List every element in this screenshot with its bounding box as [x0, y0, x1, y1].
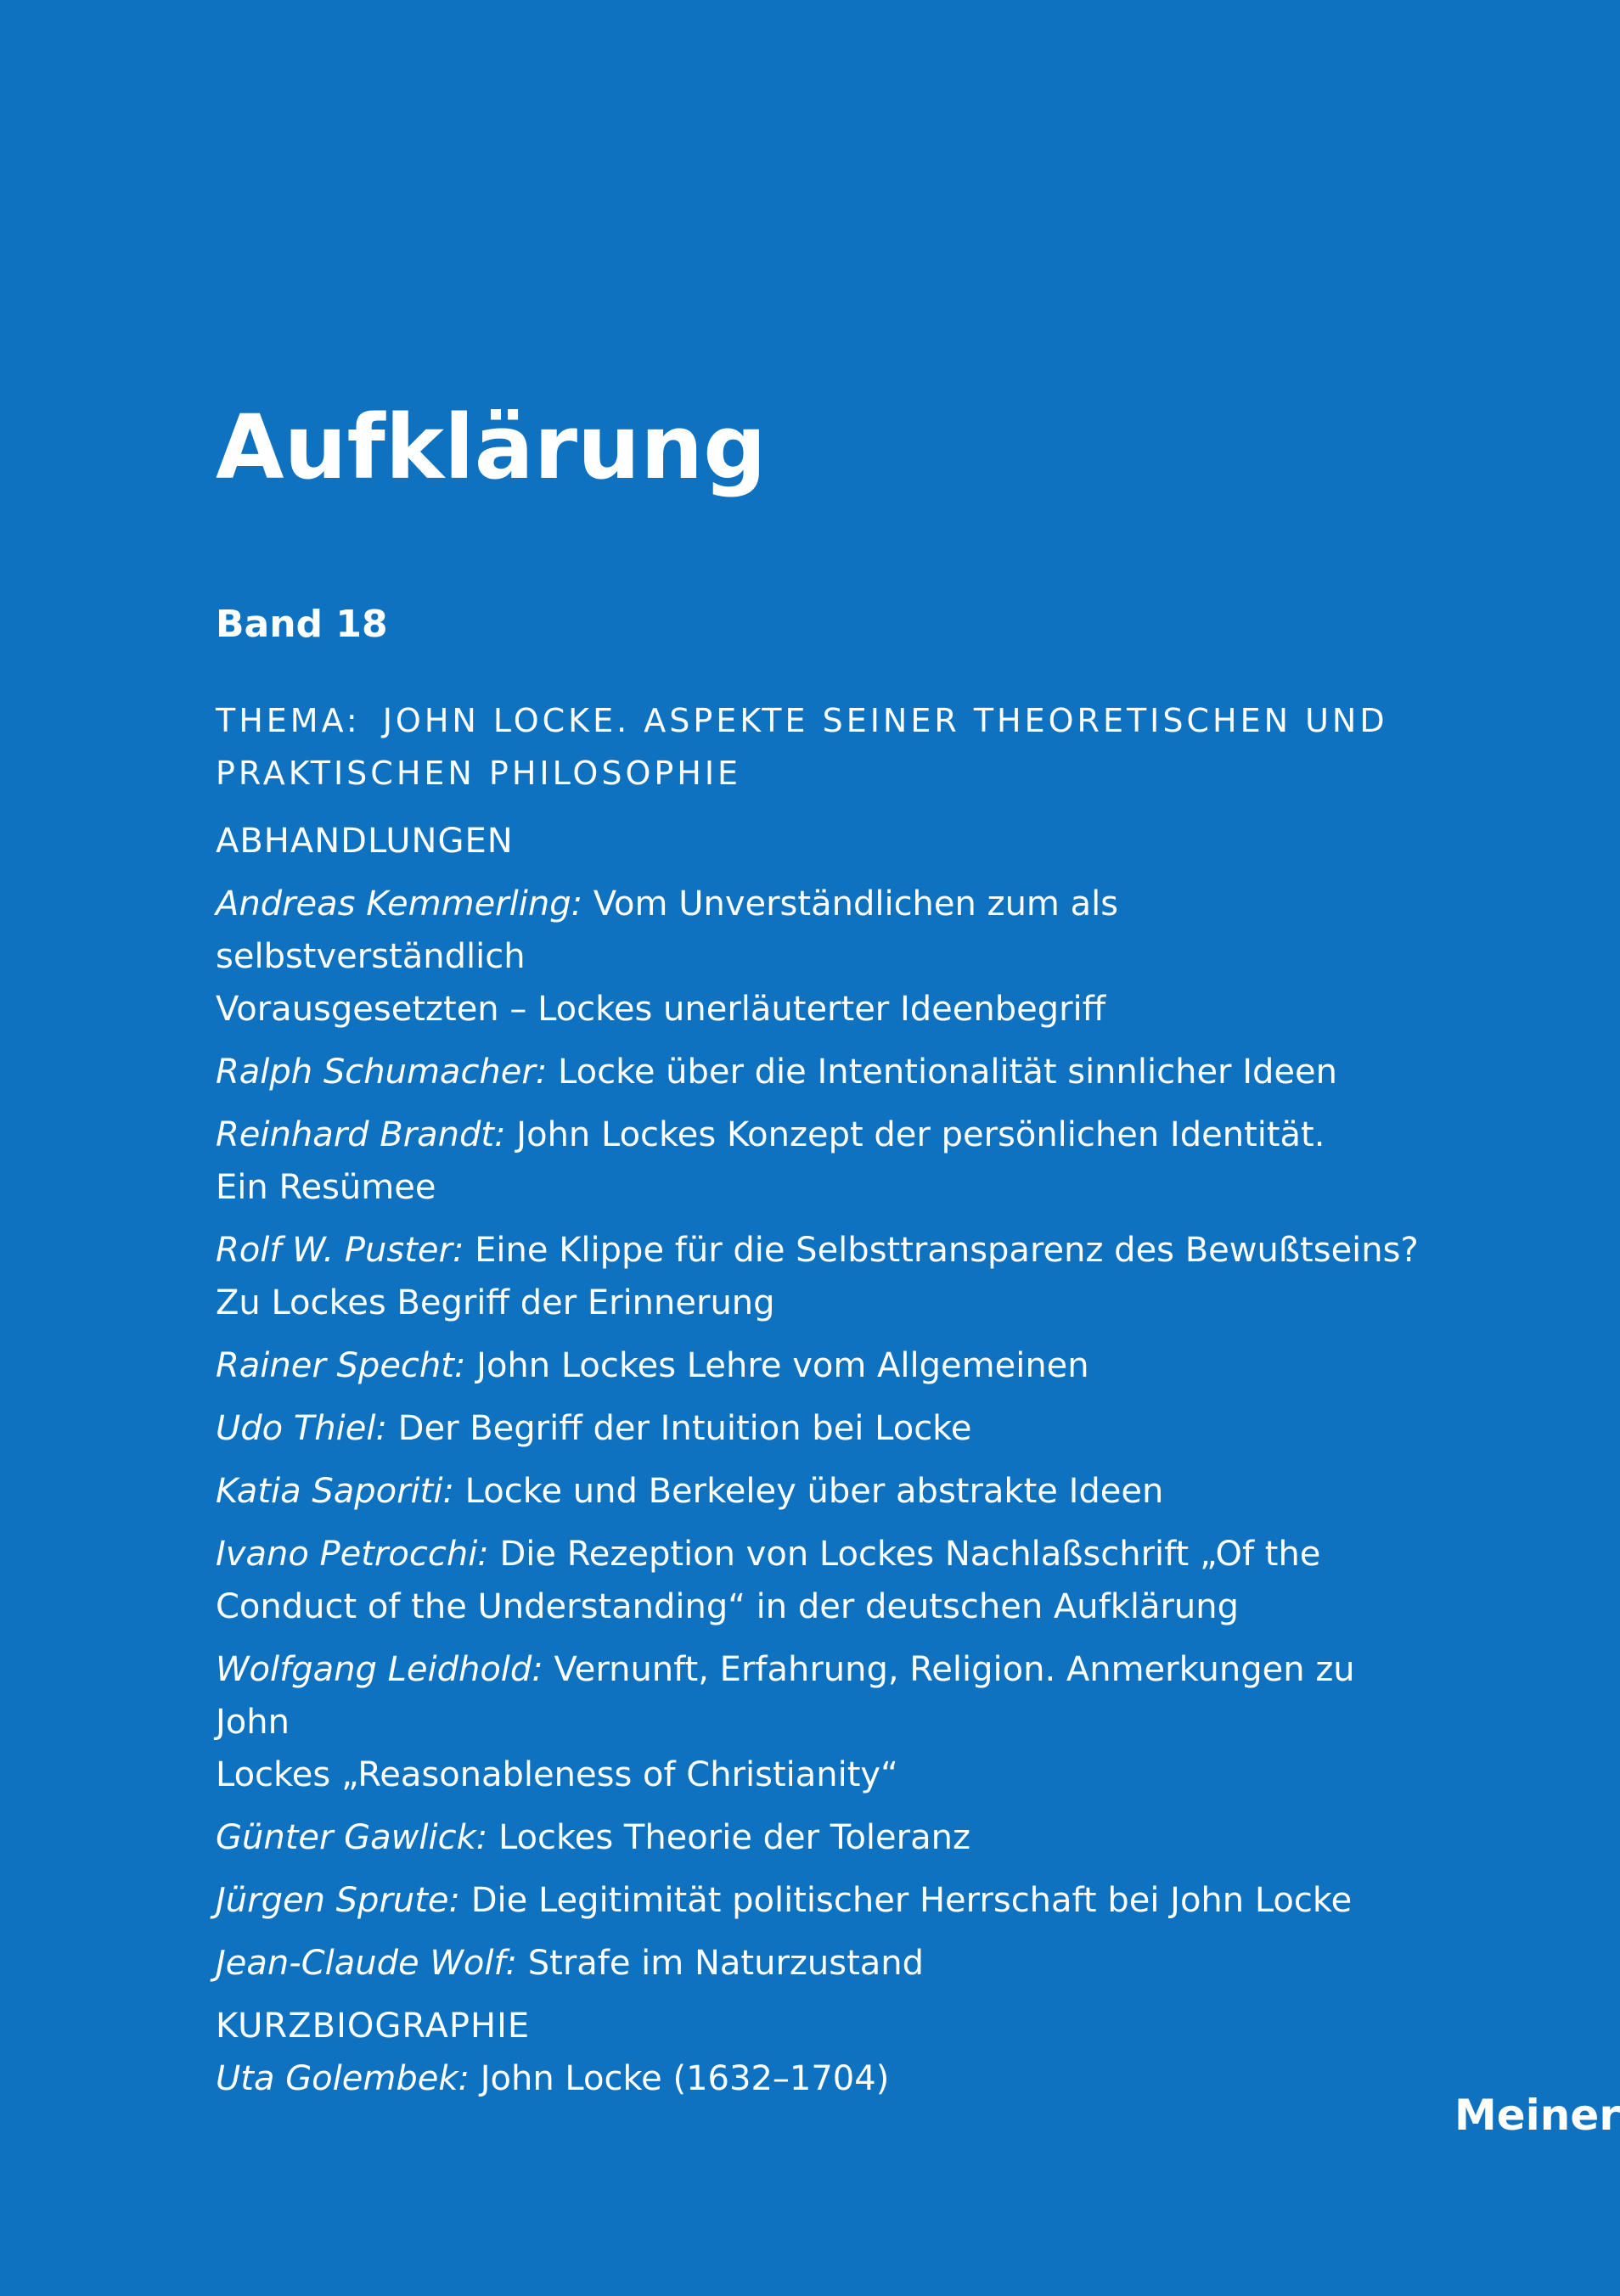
- toc-author: Andreas Kemmerling:: [216, 884, 583, 923]
- toc-title: John Lockes Konzept der persönlichen Identität.: [505, 1115, 1325, 1154]
- book-title: Aufklärung: [216, 396, 767, 499]
- toc-title: John Lockes Lehre vom Allgemeinen: [465, 1346, 1089, 1385]
- toc-entry-line-1: [216, 1046, 1421, 1098]
- toc-author: Rolf W. Puster:: [216, 1231, 464, 1270]
- theme-text-line-1: JOHN LOCKE. ASPEKTE SEINER THEORETISCHEN UND: [382, 702, 1388, 739]
- toc-author: Ivano Petrocchi:: [216, 1535, 489, 1574]
- toc-entry: [216, 1402, 1421, 1455]
- toc-author: Günter Gawlick:: [216, 1818, 488, 1857]
- toc-entry-line-1: [216, 1643, 1421, 1749]
- toc-title: Die Rezeption von Lockes Nachlaßschrift „Of the: [488, 1535, 1321, 1574]
- theme-label: THEMA:: [216, 702, 361, 739]
- toc-entry-line-2: Ein Resümee: [216, 1168, 436, 1207]
- toc-author: Katia Saporiti:: [216, 1472, 454, 1511]
- toc-entry-line-2: Zu Lockes Begriff der Erinnerung: [216, 1283, 775, 1322]
- theme-line-1: [216, 694, 1421, 747]
- toc-entry-line-1: [216, 1339, 1421, 1392]
- toc-title: Die Legitimität politischer Herrschaft bei John Locke: [460, 1881, 1353, 1920]
- toc-author: Ralph Schumacher:: [216, 1053, 548, 1092]
- toc-title: Strafe im Naturzustand: [517, 1944, 925, 1983]
- table-of-contents: [216, 815, 1421, 2105]
- toc-entry-line-1: [216, 1109, 1421, 1161]
- toc-entry-line-1: [216, 1937, 1421, 1990]
- publisher-logo: Meiner: [1454, 2091, 1620, 2140]
- toc-entry-line-2: Conduct of the Understanding“ in der deutschen Aufklärung: [216, 1587, 1240, 1626]
- toc-title: Locke über die Intentionalität sinnlicher Ideen: [547, 1053, 1337, 1092]
- toc-entry: [216, 1874, 1421, 1927]
- toc-entry-line-1: [216, 1465, 1421, 1518]
- toc-entry-line-1: [216, 878, 1421, 983]
- toc-entry-line-2: Lockes „Reasonableness of Christianity“: [216, 1755, 898, 1794]
- toc-entry-line-1: [216, 1402, 1421, 1455]
- section-heading-kurzbiographie: KURZBIOGRAPHIE: [216, 2007, 531, 2046]
- short-bio-title: John Locke (1632–1704): [469, 2059, 890, 2098]
- toc-entry: [216, 1811, 1421, 1864]
- toc-author: Rainer Specht:: [216, 1346, 466, 1385]
- toc-entry: [216, 1224, 1421, 1329]
- toc-title: Lockes Theorie der Toleranz: [487, 1818, 970, 1857]
- toc-entry: [216, 1339, 1421, 1392]
- toc-author: Wolfgang Leidhold:: [216, 1650, 543, 1689]
- toc-entry-line-1: [216, 1528, 1421, 1580]
- toc-author: Udo Thiel:: [216, 1409, 387, 1448]
- toc-title: Locke und Berkeley über abstrakte Ideen: [453, 1472, 1164, 1511]
- theme: [216, 694, 1421, 800]
- toc-title: Vernunft, Erfahrung, Religion. Anmerkungen zu John: [216, 1650, 1355, 1742]
- toc-entry: [216, 1109, 1421, 1214]
- toc-title: Vom Unverständlichen zum als selbstverständlich: [216, 884, 1119, 976]
- toc-entry-line-1: [216, 1224, 1421, 1277]
- theme-line-2: PRAKTISCHEN PHILOSOPHIE: [216, 755, 742, 792]
- cover-content: [216, 0, 1620, 2296]
- toc-entry: [216, 1937, 1421, 1990]
- toc-entry: [216, 1046, 1421, 1098]
- toc-author: Reinhard Brandt:: [216, 1115, 506, 1154]
- toc-title: Der Begriff der Intuition bei Locke: [386, 1409, 972, 1448]
- toc-entry: [216, 1643, 1421, 1801]
- toc-author: Jean-Claude Wolf:: [216, 1944, 518, 1983]
- toc-entry-line-1: [216, 1874, 1421, 1927]
- toc-entry: [216, 878, 1421, 1036]
- section-heading-abhandlungen: ABHANDLUNGEN: [216, 822, 514, 861]
- toc-entry-line-2: Vorausgesetzten – Lockes unerläuterter Ideenbegriff: [216, 990, 1106, 1029]
- toc-entry: [216, 1465, 1421, 1518]
- toc-entry: [216, 1528, 1421, 1633]
- short-bio-author: Uta Golembek:: [216, 2059, 470, 2098]
- toc-entry-line-1: [216, 1811, 1421, 1864]
- short-bio-entry: [216, 2052, 1421, 2105]
- toc-author: Jürgen Sprute:: [216, 1881, 461, 1920]
- toc-title: Eine Klippe für die Selbsttransparenz des Bewußtseins?: [464, 1231, 1419, 1270]
- volume-number: Band 18: [216, 603, 388, 646]
